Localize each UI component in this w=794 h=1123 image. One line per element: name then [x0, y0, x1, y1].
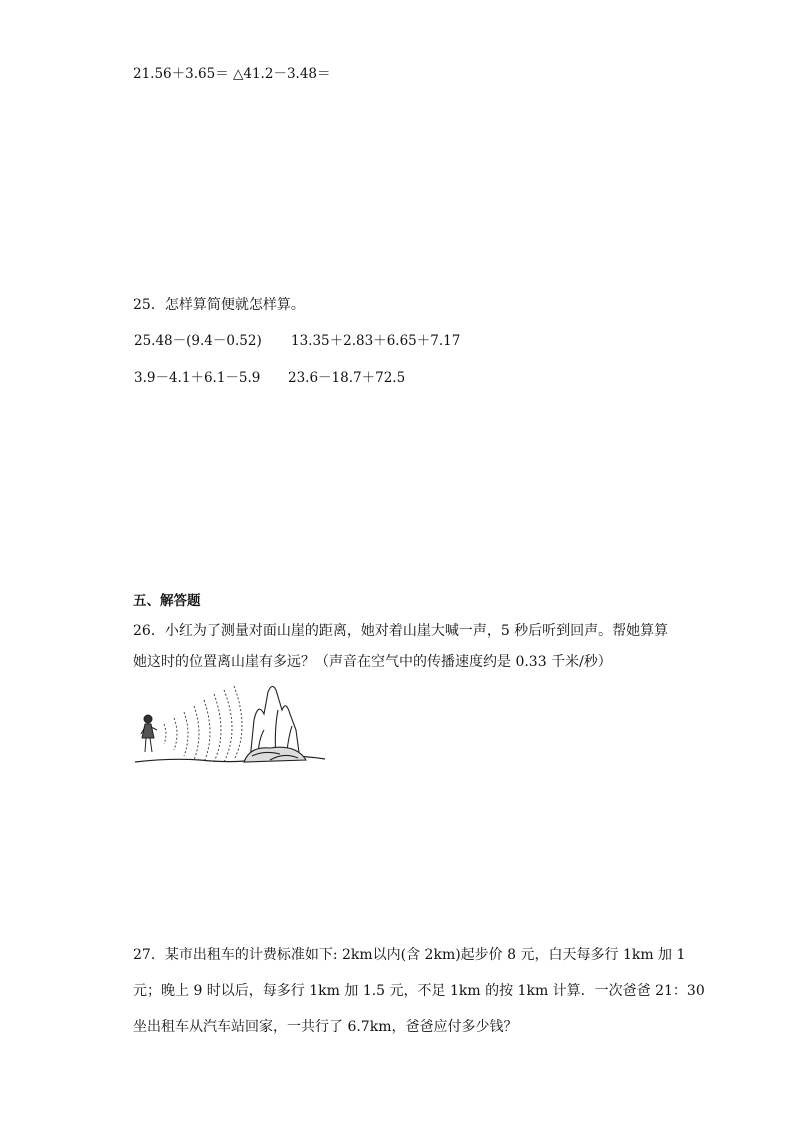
q26-line-2: 她这时的位置离山崖有多远？（声音在空气中的传播速度约是 0.33 千米/秒） — [133, 654, 612, 670]
sound-waves — [164, 686, 242, 762]
q25-expression-1: 25.48－(9.4－0.52) — [134, 333, 262, 349]
q24-expression-1: 21.56＋3.65＝ — [133, 66, 229, 82]
girl-figure — [141, 715, 157, 752]
q27-line-3: 坐出租车从汽车站回家，一共行了 6.7km，爸爸应付多少钱？ — [133, 1019, 518, 1035]
cliff-rocks — [244, 686, 306, 762]
q27-line-2: 元；晚上 9 时以后，每多行 1km 加 1.5 元，不足 1km 的按 1km 计算．一次爸爸 21：30 — [133, 983, 705, 999]
q26-question — [133, 616, 669, 678]
q27-question — [133, 937, 705, 1045]
echo-cliff-illustration — [130, 680, 330, 770]
q25-expression-3: 3.9－4.1＋6.1－5.9 — [134, 370, 261, 386]
q24-expression-2: △41.2－3.48＝ — [233, 66, 331, 82]
q26-line-1: 26．小红为了测量对面山崖的距离，她对着山崖大喊一声，5 秒后听到回声。帮她算算 — [133, 623, 669, 639]
q27-line-1: 27．某市出租车的计费标准如下: 2km以内(含 2km)起步价 8 元，白天每多行 1km 加 1 — [133, 947, 686, 963]
section-heading: 五、解答题 — [133, 593, 201, 609]
q25-expression-2: 13.35＋2.83＋6.65＋7.17 — [291, 333, 461, 349]
q25-expression-4: 23.6－18.7＋72.5 — [288, 370, 406, 386]
q25-title: 25．怎样算简便就怎样算。 — [133, 297, 305, 313]
